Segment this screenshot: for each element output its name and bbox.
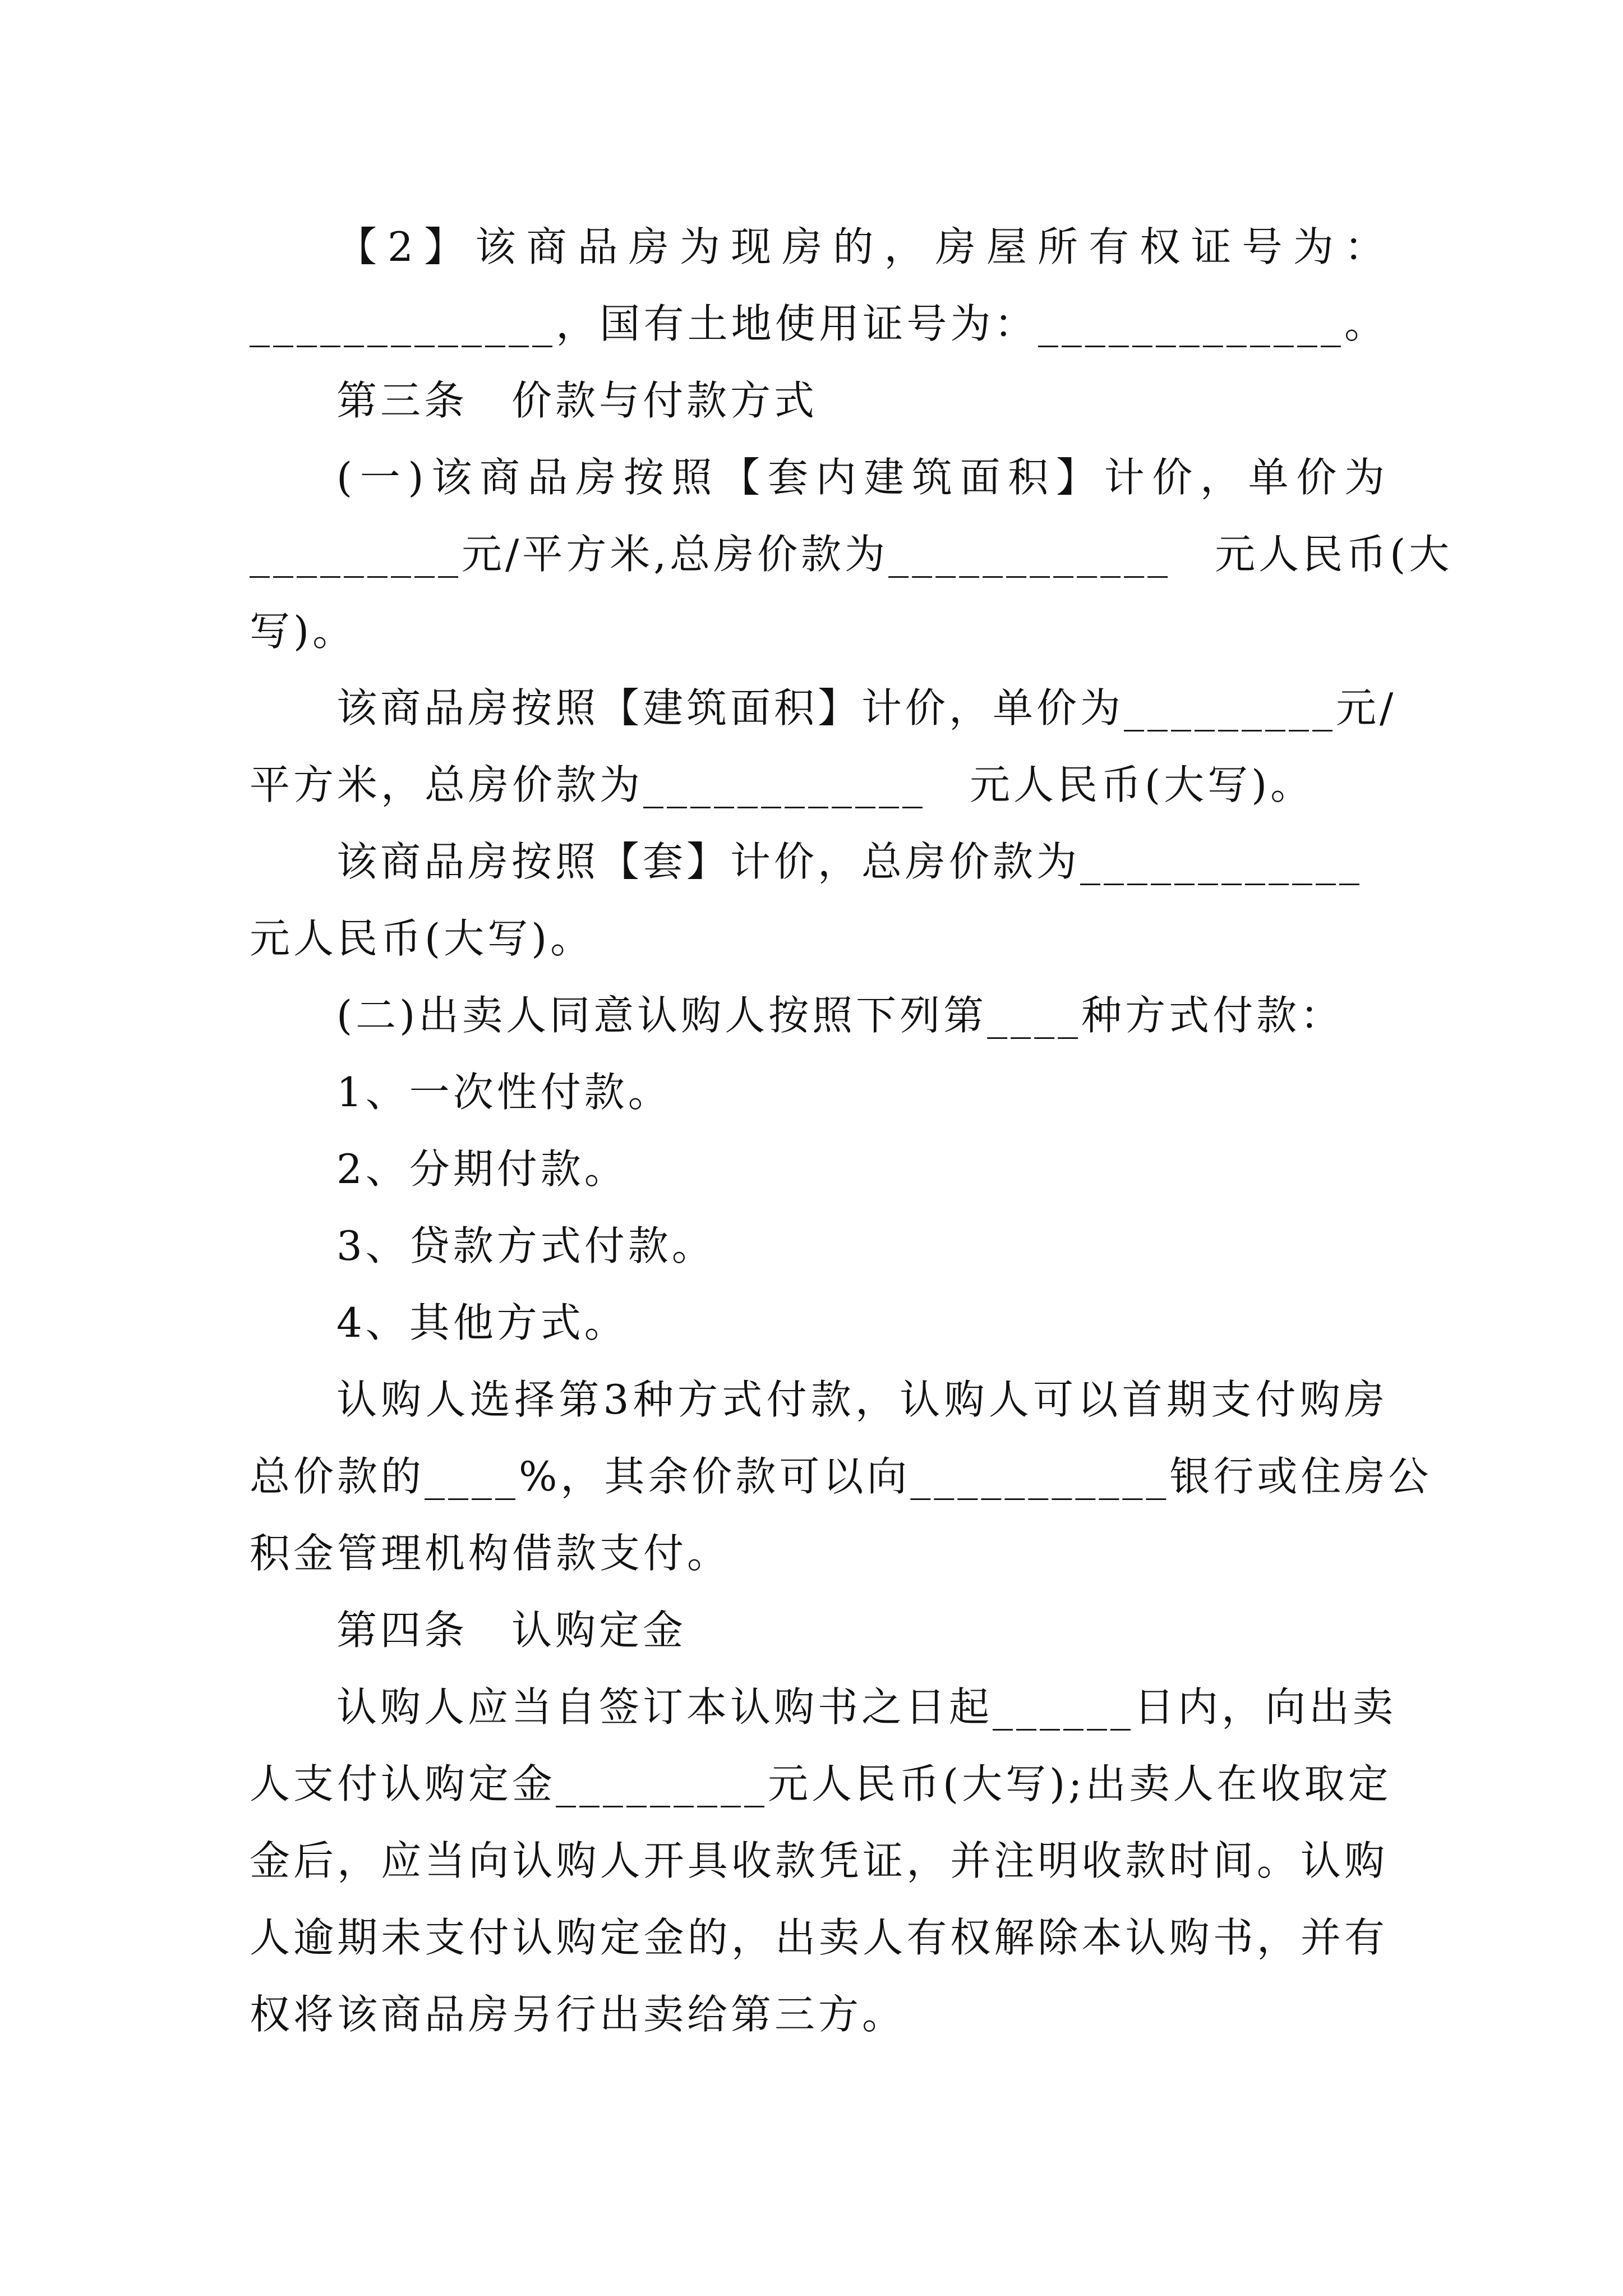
text-line: 元人民币(大写)。 <box>250 915 594 962</box>
text-line: 金后，应当向认购人开具收款凭证，并注明收款时间。认购 <box>250 1837 1388 1884</box>
text-line: 【2】该商品房为现房的，房屋所有权证号为： <box>336 223 1388 270</box>
section-heading: 第三条 价款与付款方式 <box>336 377 818 424</box>
text-line: _________元/平方米,总房价款为____________ 元人民币(大 <box>250 531 1453 578</box>
text-line: 该商品房按照【套】计价，总房价款为____________ <box>336 838 1363 885</box>
text-line: 总价款的____%，其余价款可以向___________银行或住房公 <box>250 1453 1432 1500</box>
text-line: 积金管理机构借款支付。 <box>250 1530 731 1577</box>
text-line: 人支付认购定金_________元人民币(大写);出卖人在收取定 <box>250 1760 1392 1807</box>
text-line: 写)。 <box>250 608 357 655</box>
text-line: _____________，国有土地使用证号为：_____________。 <box>250 300 1388 347</box>
text-line: 该商品房按照【建筑面积】计价，单价为_________元/ <box>336 684 1397 731</box>
list-item: 3、贷款方式付款。 <box>336 1222 716 1269</box>
text-line: 认购人选择第3种方式付款，认购人可以首期支付购房 <box>336 1376 1388 1423</box>
list-item: 1、一次性付款。 <box>336 1069 672 1116</box>
text-line: (二)出卖人同意认购人按照下列第____种方式付款： <box>336 992 1344 1039</box>
text-line: (一)该商品房按照【套内建筑面积】计价，单价为 <box>336 454 1388 501</box>
text-line: 认购人应当自签订本认购书之日起______日内，向出卖 <box>336 1683 1397 1731</box>
list-item: 2、分期付款。 <box>336 1145 628 1193</box>
text-line: 平方米，总房价款为____________ 元人民币(大写)。 <box>250 761 1315 808</box>
list-item: 4、其他方式。 <box>336 1299 628 1346</box>
text-line: 人逾期未支付认购定金的，出卖人有权解除本认购书，并有 <box>250 1914 1388 1961</box>
section-heading: 第四条 认购定金 <box>336 1607 687 1654</box>
text-line: 权将该商品房另行出卖给第三方。 <box>250 1991 906 2038</box>
